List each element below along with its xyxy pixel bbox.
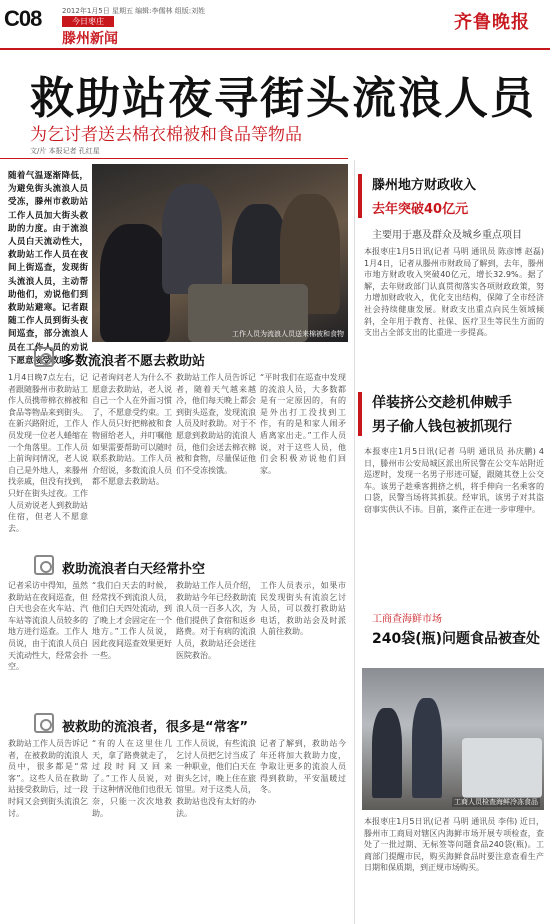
story-3-kicker: 工商查海鲜市场	[372, 614, 442, 625]
story-2-title: 佯装挤公交趁机伸贼手	[372, 395, 512, 411]
story-2-title-2: 男子偷人钱包被抓现行	[372, 419, 512, 435]
section-heading-1-text: 多数流浪者不愿去救助站	[62, 354, 206, 369]
section-2-col-1: 记者采访中得知，虽然救助站在夜间巡查，但白天也会在火车站、汽车站等流浪人员较多的地方进行巡查。工作人员说，由于流浪人员白天流动性大，经常会扑空。	[8, 581, 88, 672]
story-3-photo	[362, 668, 544, 810]
headline-divider	[0, 158, 348, 159]
section-3-col-3: 工作人员说，有些流浪乞讨人员把乞讨当成了一种职业，他们白天在街头乞讨，晚上住在旅馆里。对于这类人员，救助站也没有太好的办法。	[176, 739, 256, 818]
section-3-col-4: 记者了解到，救助站今年还将加大救助力度，争取让更多的流浪人员得到救助，平安温暖过冬。	[260, 739, 346, 795]
section-2-col-3: 救助站工作人员介绍，救助站今年已经救助流浪人员一百多人次，为他们提供了食宿和返乡路费。对于有病的流浪人员，救助站还会送往医院救治。	[176, 581, 256, 660]
story-2-body: 本报枣庄1月5日讯(记者 马明 通讯员 孙庆鹏) 4日，滕州市公安局城区派出所民警在公交车站附近巡逻时，发现一名男子形迹可疑，跟随其登上公交车。该男子趁乘客拥挤之机，将手伸向一名乘客的口袋，民警当场将其抓获。经审讯，该男子对其盗窃事实供认不讳。目前，案件正在进一步审理中。	[364, 447, 544, 514]
lead-paragraph: 随着气温逐渐降低，为避免街头流浪人员受冻，滕州市救助站工作人员加大街头救助的力度。由于流浪人员白天流动性大，救助站工作人员在夜间上街巡查，发现街头流浪人员，主动帮助他们，劝说他们到救助站避寒。记者跟随工作人员到街头夜间巡查，部分流浪人员在工作人员的劝说下愿意接受救助。	[8, 171, 88, 366]
section-1-col-4: “平时我们在巡查中发现的流浪人员，大多数都是有一定原因的，有的是外出打工没找到工作，有的是和家人闹矛盾离家出走。”工作人员说，对于这些人员，他们会积极劝说他们回家。	[260, 373, 346, 475]
section-3-col-2: “有的人在这里住几天，拿了路费就走了，过段时间又回来了。”工作人员说，对于这种情况他们也很无奈，只能一次次地救助。	[92, 739, 172, 818]
header-divider	[0, 48, 550, 50]
section-heading-1	[62, 350, 205, 369]
story-1-title-2: 去年突破40亿元	[372, 202, 469, 217]
story-1-accent-bar	[358, 174, 362, 218]
story-1-title: 滕州地方财政收入	[372, 178, 477, 193]
column-divider	[354, 160, 355, 924]
story-1-subtitle: 主要用于惠及群众及城乡重点项目	[372, 230, 522, 241]
main-photo-caption: 工作人员为流浪人员送来棉被和食物	[232, 330, 344, 338]
hands-icon	[34, 555, 54, 575]
subhead: 为乞讨者送去棉衣棉被和食品等物品	[30, 125, 302, 145]
section-1-col-3: 救助站工作人员告诉记者，随着天气越来越冷，他们每天晚上都会到街头巡查，发现流浪人员及时救助。对于不愿意到救助站的流浪人员，他们会送去棉衣棉被和食物，尽量保证他们不受冻挨饿。	[176, 373, 256, 475]
hands-icon	[34, 347, 54, 367]
hands-icon	[34, 713, 54, 733]
section-tag: 今日枣庄	[62, 16, 114, 27]
story-3-photo-caption: 工商人员检查海鲜冷冻食品	[454, 798, 538, 806]
page-number: C08	[4, 6, 42, 31]
main-photo	[92, 164, 348, 342]
section-heading-3	[62, 716, 248, 735]
story-1-body: 本报枣庄1月5日讯(记者 马明 通讯员 陈彦博 赵磊) 1月4日，记者从滕州市财政局了解到，去年，滕州市地方财政收入突破40亿元，增长32.9%。据了解，去年财政部门认真贯彻落实各项财政政策，努力增加财政收入，优化支出结构，保障了全市经济社会持续健康发展。财政支出重点向民生领域倾斜，全年用于教育、社保、医疗卫生等民生方面的支出占全部支出的比重进一步提高。	[364, 247, 544, 338]
section-heading-2	[62, 558, 205, 577]
story-3-body: 本报枣庄1月5日讯(记者 马明 通讯员 李伟) 近日，滕州市工商局对辖区内海鲜市场开展专项检查，查处了一批过期、无标签等问题食品240袋(瓶)。工商部门提醒市民，购买海鲜食品时要注意查看生产日期和保质期，到正规市场购买。	[364, 817, 544, 873]
date-line: 2012年1月5日 星期五 编辑:李儒林 组版:刘姓	[62, 7, 206, 15]
story-3-title: 240袋(瓶)问题食品被查处	[372, 631, 541, 647]
section-heading-3-text: 被救助的流浪者，很多是“常客”	[62, 720, 249, 735]
headline: 救助站夜寻街头流浪人员	[30, 73, 536, 124]
section-heading-2-text: 救助流浪者白天经常扑空	[62, 562, 206, 577]
masthead-logo: 齐鲁晚报	[454, 12, 530, 33]
section-1-col-2: 记者询问老人为什么不愿意去救助站，老人说自己一个人在外面习惯了，不愿意受约束。工作人员只好把棉被和食物留给老人，并叮嘱他如果需要帮助可以随时联系救助站。工作人员介绍说，多数流浪人员都不愿意去救助站。	[92, 373, 172, 487]
section-3-col-1: 救助站工作人员告诉记者，在被救助的流浪人员中，很多都是“常客”。这些人员在救助站接受救助后，过一段时间又会到街头流浪乞讨。	[8, 739, 88, 818]
section-1-col-1: 1月4日晚7点左右，记者跟随滕州市救助站工作人员携带棉衣棉被和食品等物品来到街头。在新兴路附近，工作人员发现一位老人蜷缩在一个角落里。工作人员上前询问情况，老人说自己是外地人，来滕州找亲戚，但没有找到，只好在街头过夜。工作人员劝说老人到救助站住宿，但老人不愿意去。	[8, 373, 88, 533]
story-2-accent-bar	[358, 392, 362, 436]
byline: 文/片 本报记者 孔红星	[30, 147, 100, 155]
section-2-col-4: 工作人员表示，如果市民发现街头有流浪乞讨人员，可以拨打救助站电话，救助站会及时派人前往救助。	[260, 581, 346, 637]
section-title: 滕州新闻	[62, 31, 118, 47]
section-2-col-2: “我们白天去的时候，经常找不到流浪人员，他们白天四处流动，到了晚上才会固定在一个地方。”工作人员说，因此夜间巡查效果更好一些。	[92, 581, 172, 660]
